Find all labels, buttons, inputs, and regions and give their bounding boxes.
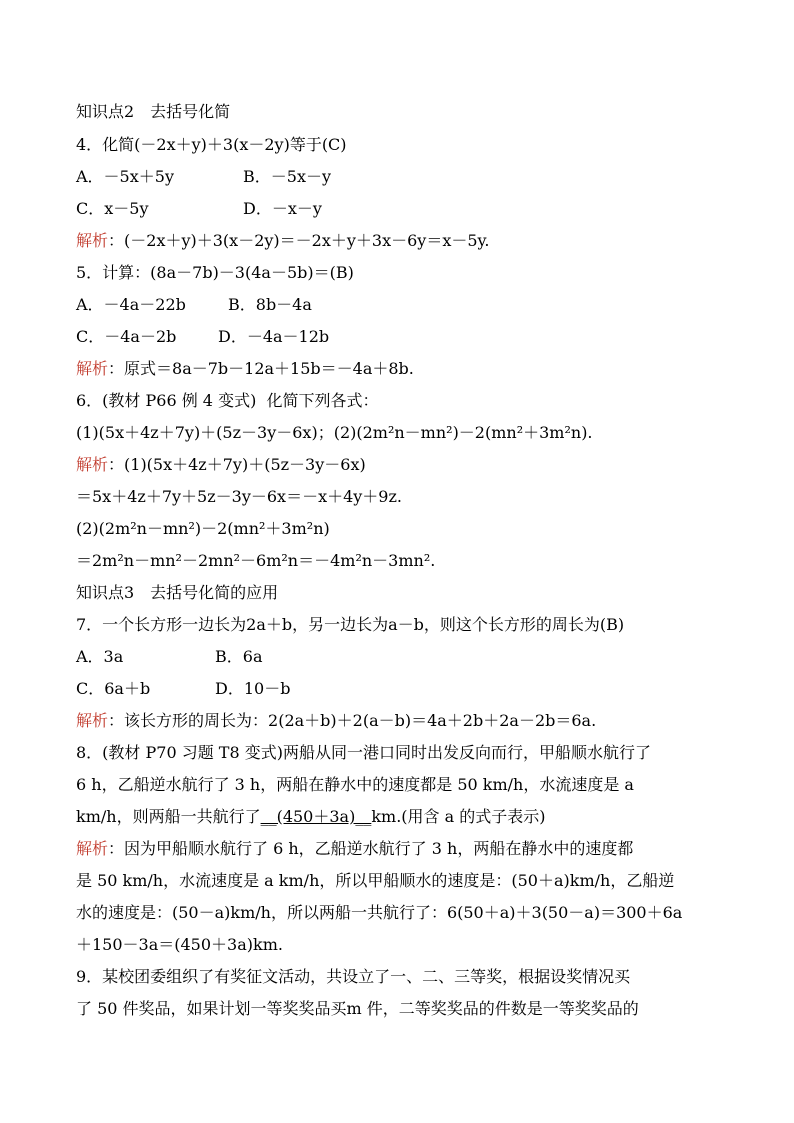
question-7: 7．一个长方形一边长为2a＋b，另一边长为a－b，则这个长方形的周长为(B)	[76, 615, 625, 634]
question-8: 8．(教材 P70 习题 T8 变式)两船从同一港口同时出发反向而行，甲船顺水航行了	[76, 743, 651, 762]
question-4: 4．化简(－2x＋y)＋3(x－2y)等于(C)	[76, 135, 347, 154]
solution-line	[76, 454, 366, 476]
option-d: D．10－b	[215, 679, 291, 698]
option-b: B．－5x－y	[243, 167, 332, 186]
option-c: C．6a＋b	[76, 679, 151, 698]
solution-step: ＝2m²n－mn²－2mn²－6m²n＝－4m²n－3mn².	[76, 551, 436, 570]
solution-step: ＋150－3a＝(450＋3a)km.	[76, 935, 283, 954]
solution-text: ：原式＝8a－7b－12a＋15b＝－4a＋8b.	[108, 359, 414, 378]
option-d: D．－x－y	[243, 199, 322, 218]
solution-line	[76, 230, 490, 252]
solution-step: 水的速度是：(50－a)km/h，所以两船一共航行了：6(50＋a)＋3(50－a)＝300＋6a	[76, 903, 683, 922]
solution-label: 解析	[76, 839, 109, 858]
question-8-cont: 6 h，乙船逆水航行了 3 h，两船在静水中的速度都是 50 km/h，水流速度是 a	[76, 775, 634, 794]
solution-text: ：(1)(5x＋4z＋7y)＋(5z－3y－6x)	[108, 455, 366, 474]
question-6-items: (1)(5x＋4z＋7y)＋(5z－3y－6x)；(2)(2m²n－mn²)－2(mn²＋3m²n).	[76, 423, 593, 442]
option-b: B．8b－4a	[228, 295, 312, 314]
solution-line	[76, 710, 596, 732]
solution-label: 解析	[76, 711, 109, 730]
solution-label: 解析	[76, 455, 109, 474]
option-a: A．－4a－22b	[76, 295, 186, 314]
section-heading: 知识点3 去括号化简的应用	[76, 583, 279, 602]
question-5: 5．计算：(8a－7b)－3(4a－5b)＝(B)	[76, 263, 354, 282]
solution-step: (2)(2m²n－mn²)－2(mn²＋3m²n)	[76, 519, 330, 538]
question-9-cont: 了 50 件奖品，如果计划一等奖奖品买m 件，二等奖奖品的件数是一等奖奖品的	[76, 999, 639, 1018]
solution-label: 解析	[76, 231, 109, 250]
solution-text: ：该长方形的周长为：2(2a＋b)＋2(a－b)＝4a＋2b＋2a－2b＝6a.	[108, 711, 597, 730]
option-b: B．6a	[215, 647, 263, 666]
question-8-cont	[76, 806, 545, 828]
question-9: 9．某校团委组织了有奖征文活动，共设立了一、二、三等奖，根据设奖情况买	[76, 967, 631, 986]
question-6: 6．(教材 P66 例 4 变式) 化简下列各式：	[76, 391, 379, 410]
solution-text: ：因为甲船顺水航行了 6 h，乙船逆水航行了 3 h，两船在静水中的速度都	[108, 839, 634, 858]
solution-line	[76, 358, 414, 380]
text: km/h，则两船一共航行了	[76, 807, 261, 826]
option-a: A．3a	[76, 647, 124, 666]
solution-label: 解析	[76, 359, 109, 378]
option-d: D．－4a－12b	[218, 327, 330, 346]
solution-step: ＝5x＋4z＋7y＋5z－3y－6x＝－x＋4y＋9z.	[76, 487, 403, 506]
solution-step: 是 50 km/h，水流速度是 a km/h，所以甲船顺水的速度是：(50＋a)km/h，乙船逆	[76, 871, 675, 890]
section-heading: 知识点2 去括号化简	[76, 102, 231, 121]
text: km.(用含 a 的式子表示)	[371, 807, 546, 826]
option-c: C．x－5y	[76, 199, 149, 218]
option-a: A．－5x＋5y	[76, 167, 174, 186]
solution-text: ：(－2x＋y)＋3(x－2y)＝－2x＋y＋3x－6y＝x－5y.	[108, 231, 490, 250]
option-c: C．－4a－2b	[76, 327, 177, 346]
answer-blank: __(450＋3a)__	[260, 807, 372, 826]
solution-line	[76, 838, 633, 860]
